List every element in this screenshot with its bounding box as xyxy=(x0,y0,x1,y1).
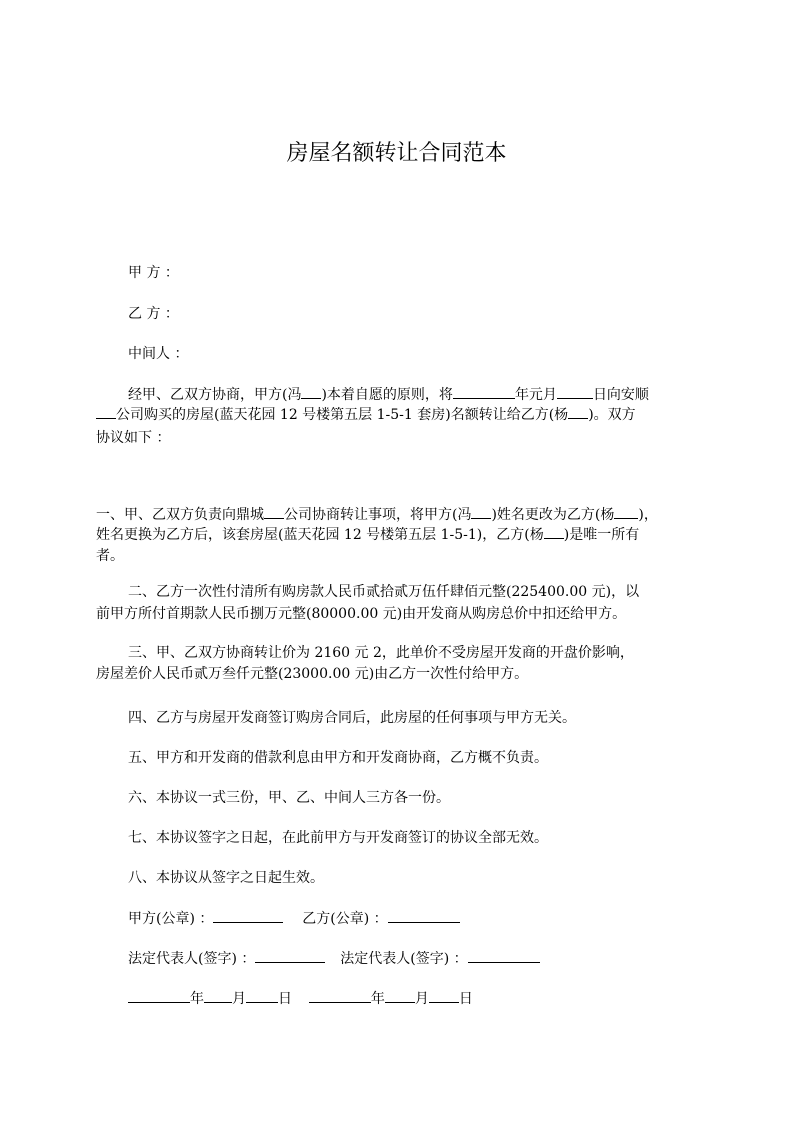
blank-field xyxy=(264,504,284,519)
blank-field xyxy=(614,504,638,519)
party-a-seal-field[interactable] xyxy=(213,908,283,923)
year-b-field[interactable] xyxy=(309,988,371,1003)
clause-8: 八、本协议从签字之日起生效。 xyxy=(128,870,324,886)
party-b-seal-label: 乙方(公章) ： xyxy=(302,911,388,927)
clause-7: 七、本协议签字之日起，在此前甲方与开发商签订的协议全部无效。 xyxy=(128,830,548,846)
party-a-seal-label: 甲方(公章) ： xyxy=(128,911,214,927)
blank-field xyxy=(453,384,515,399)
party-a-label: 甲 方 ： xyxy=(128,265,179,281)
clause-1-line-2: 姓名更换为乙方后，该套房屋(蓝天花园 12 号楼第五层 1-5-1)，乙方(杨 )是唯一所有 xyxy=(96,524,639,545)
blank-field xyxy=(96,404,116,419)
clause-1-line-3: 者。 xyxy=(96,548,124,564)
blank-field xyxy=(301,384,321,399)
party-b-label: 乙 方 ： xyxy=(128,306,179,322)
clause-4: 四、乙方与房屋开发商签订购房合同后，此房屋的任何事项与甲方无关。 xyxy=(128,710,576,726)
legal-rep-b-field[interactable] xyxy=(468,948,540,963)
intro-line-1: 经甲、乙双方协商，甲方(冯 )本着自愿的原则，将 年元月 日向安顺 xyxy=(128,384,649,405)
date-line: 年 月 日 年 月 日 xyxy=(128,988,473,1009)
day-a-field[interactable] xyxy=(246,988,278,1003)
intro-line-3: 协议如下 ： xyxy=(96,430,171,446)
seal-line xyxy=(128,908,460,929)
party-b-seal-field[interactable] xyxy=(388,908,460,923)
clause-6: 六、本协议一式三份，甲、乙、中间人三方各一份。 xyxy=(128,790,450,806)
blank-field xyxy=(568,404,588,419)
clause-2-line-1: 二、乙方一次性付清所有购房款人民币贰拾贰万伍仟肆佰元整(225400.00 元)，以 xyxy=(128,584,640,600)
blank-field xyxy=(471,504,491,519)
blank-field xyxy=(557,384,593,399)
year-a-field[interactable] xyxy=(128,988,190,1003)
legal-rep-a-label: 法定代表人(签字) ： xyxy=(128,951,256,967)
clause-3-line-1: 三、甲、乙双方协商转让价为 2160 元 2，此单价不受房屋开发商的开盘价影响， xyxy=(128,645,634,661)
clause-2-line-2: 前甲方所付首期款人民币捌万元整(80000.00 元)由开发商从购房总价中扣还给甲方。 xyxy=(96,606,627,622)
blank-field xyxy=(544,524,564,539)
day-b-field[interactable] xyxy=(429,988,459,1003)
month-b-field[interactable] xyxy=(385,988,415,1003)
intro-line-2: 公司购买的房屋(蓝天花园 12 号楼第五层 1-5-1 套房)名额转让给乙方(杨 )。双方 xyxy=(96,404,636,425)
legal-rep-line xyxy=(128,948,540,969)
intermediary-label: 中间人 ： xyxy=(128,346,189,362)
legal-rep-a-field[interactable] xyxy=(255,948,325,963)
clause-1-line-1: 一、甲、乙双方负责向鼎城 公司协商转让事项，将甲方(冯 )姓名更改为乙方(杨 )， xyxy=(96,504,658,525)
month-a-field[interactable] xyxy=(204,988,232,1003)
clause-3-line-2: 房屋差价人民币贰万叁仟元整(23000.00 元)由乙方一次性付给甲方。 xyxy=(96,666,529,682)
legal-rep-b-label: 法定代表人(签字) ： xyxy=(340,951,468,967)
clause-5: 五、甲方和开发商的借款利息由甲方和开发商协商，乙方概不负责。 xyxy=(128,750,548,766)
document-title: 房屋名额转让合同范本 xyxy=(286,141,507,166)
